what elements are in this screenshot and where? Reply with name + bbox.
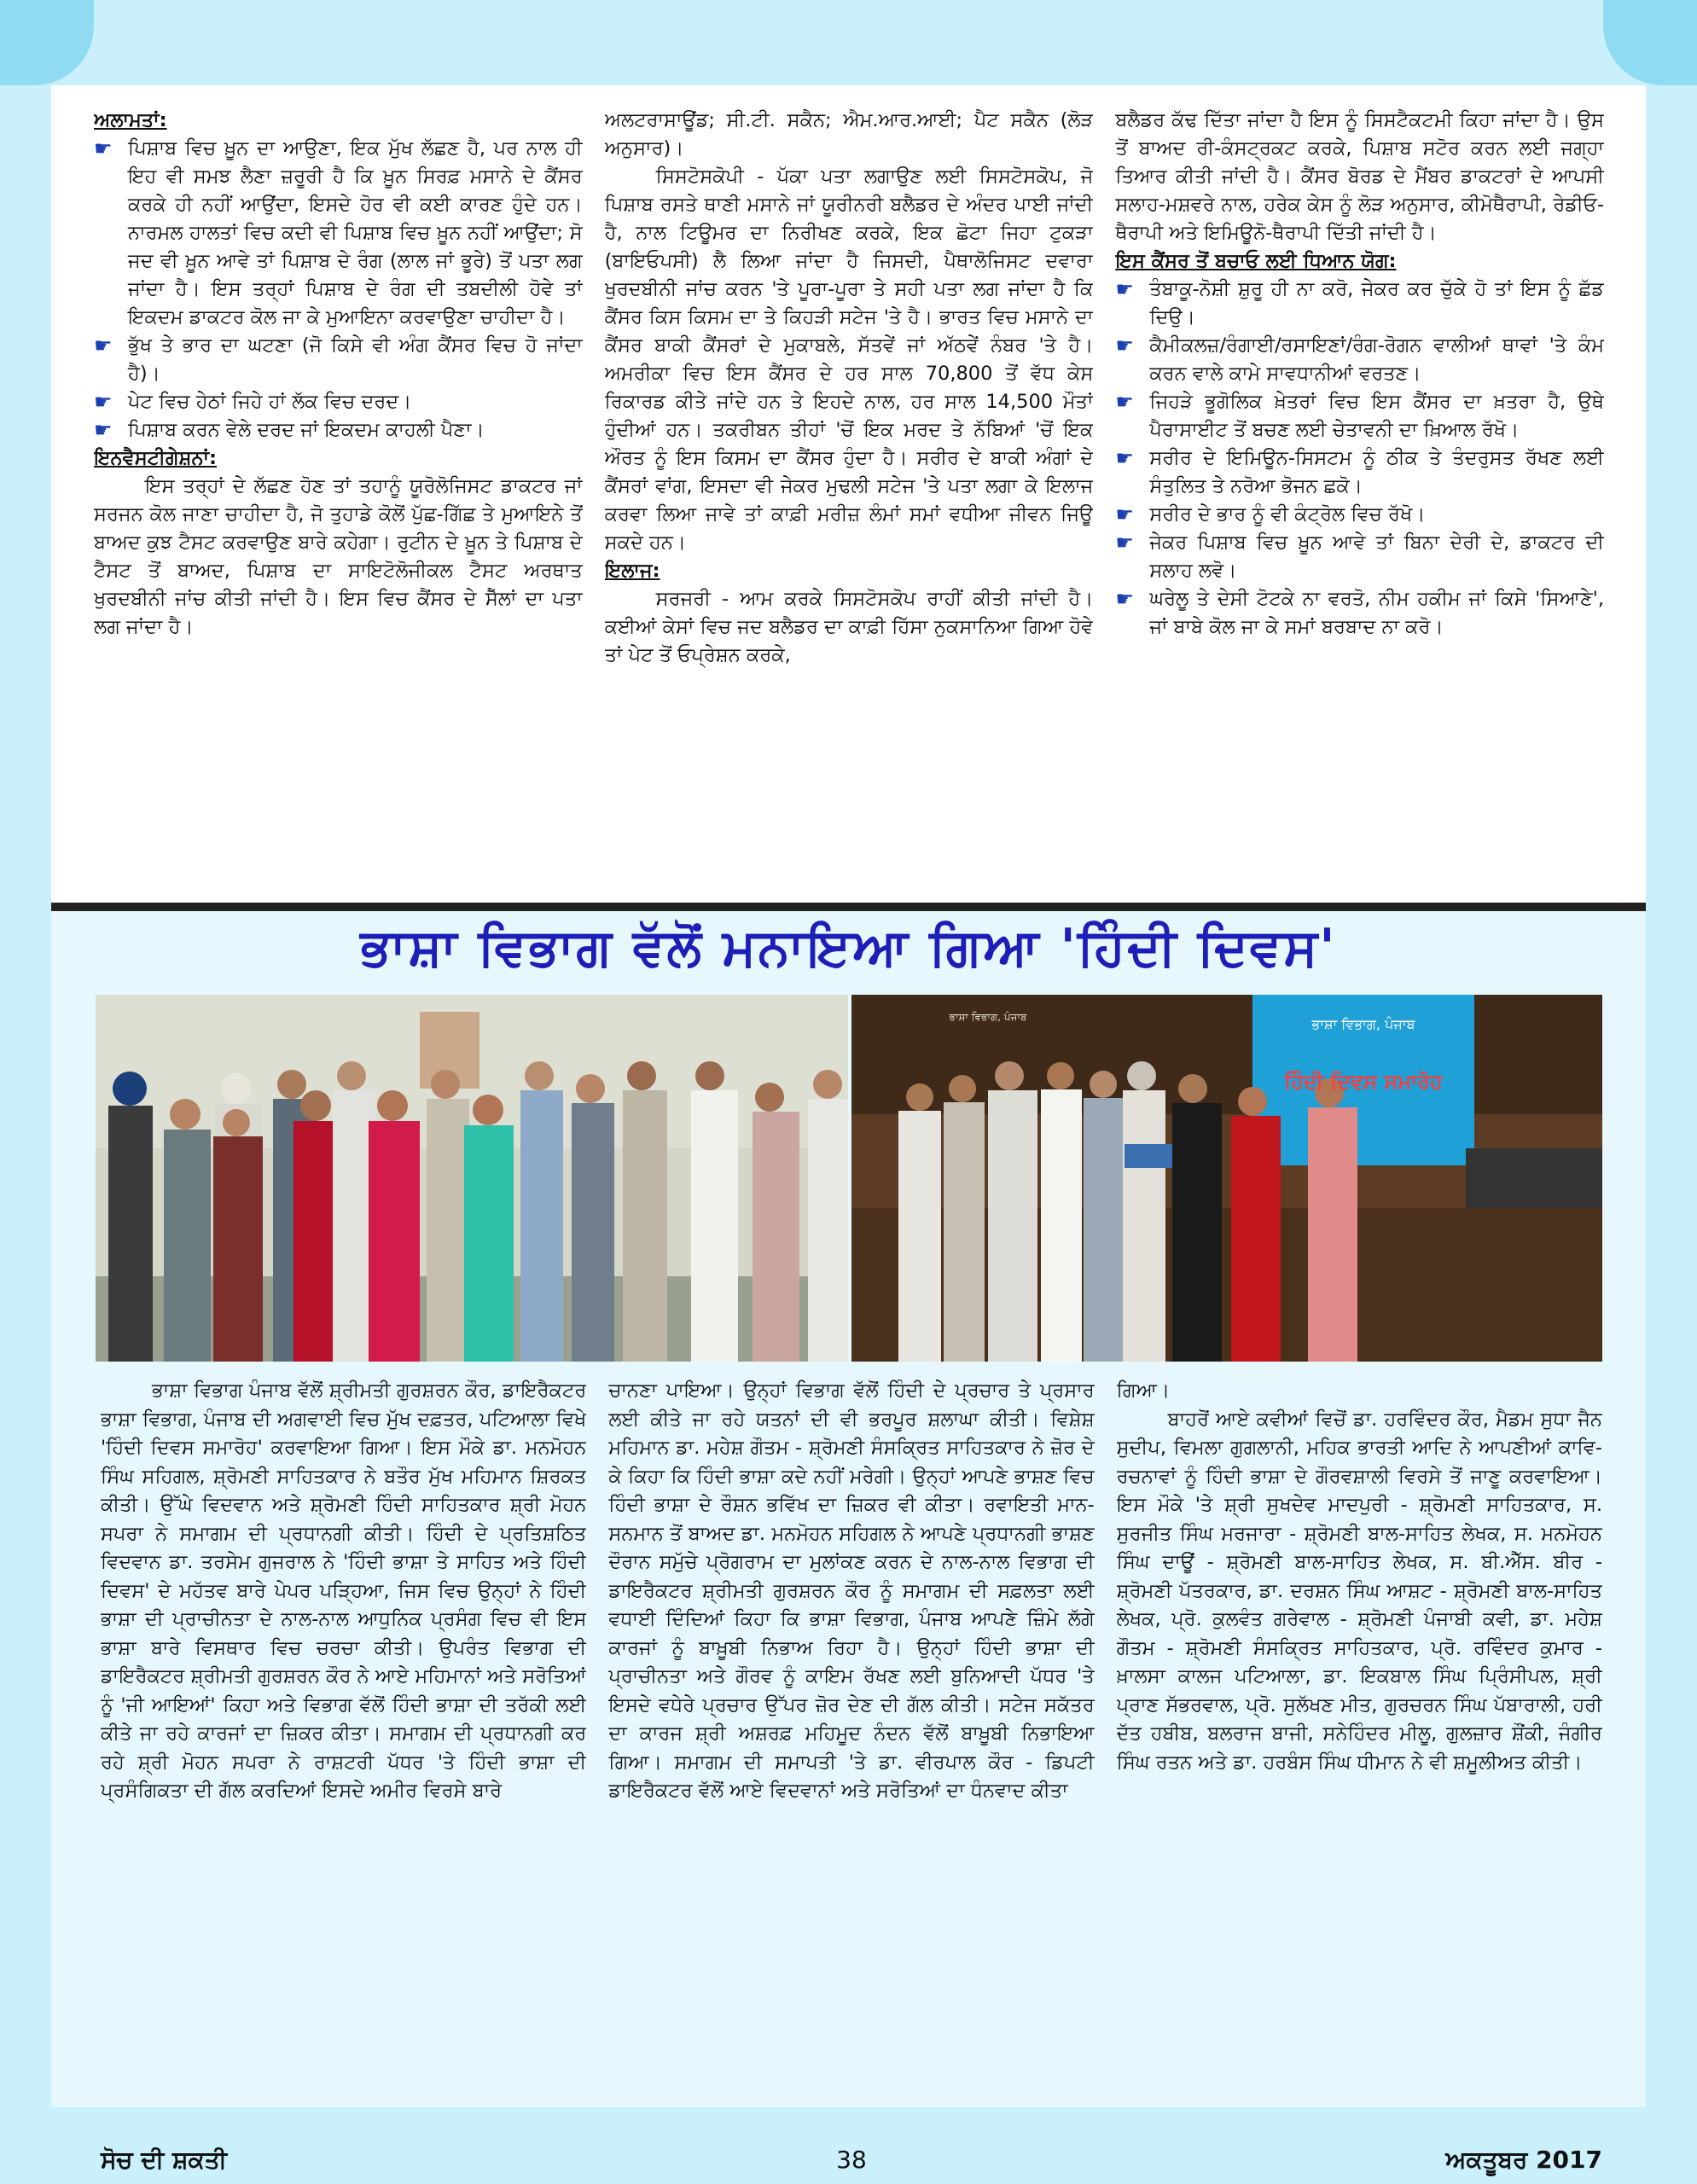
pointing-hand-icon: ☛ [1115, 277, 1134, 301]
pointing-hand-icon: ☛ [1115, 334, 1134, 357]
article-columns [94, 107, 1604, 909]
symptom-item [94, 388, 583, 416]
prevention-item [1115, 444, 1604, 501]
group-photo [96, 995, 848, 1362]
news-headline: ਭਾਸ਼ਾ ਵਿਭਾਗ ਵੱਲੋਂ ਮਨਾਇਆ ਗਿਆ 'ਹਿੰਦੀ ਦਿਵਸ' [360, 918, 1337, 978]
prevention-item [1115, 529, 1604, 585]
pointing-hand-icon: ☛ [1115, 587, 1134, 611]
investigations-heading: ਇਨਵੈਸਟੀਗੇਸ਼ਨਾਂ: [94, 447, 217, 469]
prevention-text: ਜੇਕਰ ਪਿਸ਼ਾਬ ਵਿਚ ਖ਼ੂਨ ਆਵੇ ਤਾਂ ਬਿਨਾ ਦੇਰੀ ਦੇ, ਡਾਕਟਰ ਦੀ ਸਲਾਹ ਲਵੋ। [1149, 531, 1604, 582]
article-column-1 [94, 107, 583, 909]
article-paragraph: ਅਲਟਰਾਸਾਊਂਡ; ਸੀ.ਟੀ. ਸਕੈਨ; ਐਮ.ਆਰ.ਆਈ; ਪੈਟ ਸਕੈਨ (ਲੋੜ ਅਨੁਸਾਰ)। [604, 109, 1094, 160]
pointing-hand-icon: ☛ [94, 390, 113, 414]
symptom-item [94, 416, 583, 444]
article-column-2 [605, 107, 1094, 909]
news-paragraph: ਬਾਹਰੋਂ ਆਏ ਕਵੀਆਂ ਵਿਚੋਂ ਡਾ. ਹਰਵਿੰਦਰ ਕੌਰ, ਮੈਡਮ ਸੁਧਾ ਜੈਨ ਸੁਦੀਪ, ਵਿਮਲਾ ਗੁਗਲਾਨੀ, ਮਹਿਕ ਭਾਰਤੀ ਆਦਿ ਨੇ ਆਪਣੀਆਂ ਕਾਵਿ-ਰਚਨਾਵਾਂ ਨੂੰ ਹਿੰਦੀ ਭਾਸ਼ਾ ਦੇ ਗੌਰਵਸ਼ਾਲੀ ਵਿਰਸੇ ਤੋਂ ਜਾਣੂ ਕਰਵਾਇਆ। ਇਸ ਮੌਕੇ 'ਤੇ ਸ਼੍ਰੀ ਸੁਖਦੇਵ ਮਾਦਪੁਰੀ - ਸ਼੍ਰੋਮਣੀ ਸਾਹਿਤਕਾਰ, ਸ. ਸੁਰਜੀਤ ਸਿੰਘ ਮਰਜਾਰਾ - ਸ਼੍ਰੋਮਣੀ ਬਾਲ-ਸਾਹਿਤ ਲੇਖਕ, ਸ. ਮਨਮੋਹਨ ਸਿੰਘ ਦਾਊਂ - ਸ਼੍ਰੋਮਣੀ ਬਾਲ-ਸਾਹਿਤ ਲੇਖਕ, ਸ. ਬੀ.ਐੱਸ. ਬੀਰ - ਸ਼੍ਰੋਮਣੀ ਪੱਤਰਕਾਰ, ਡਾ. ਦਰਸ਼ਨ ਸਿੰਘ ਆਸ਼ਟ - ਸ਼੍ਰੋਮਣੀ ਬਾਲ-ਸਾਹਿਤ ਲੇਖਕ, ਪ੍ਰੋ. ਕੁਲਵੰਤ ਗਰੇਵਾਲ - ਸ਼੍ਰੋਮਣੀ ਪੰਜਾਬੀ ਕਵੀ, ਡਾ. ਮਹੇਸ਼ ਗੌਤਮ - ਸ਼੍ਰੋਮਣੀ ਸੰਸਕ੍ਰਿਤ ਸਾਹਿਤਕਾਰ, ਪ੍ਰੋ. ਰਵਿੰਦਰ ਕੁਮਾਰ - ਖ਼ਾਲਸਾ ਕਾਲਜ ਪਟਿਆਲਾ, ਡਾ. ਇਕਬਾਲ ਸਿੰਘ ਪ੍ਰਿੰਸੀਪਲ, ਸ਼੍ਰੀ ਪ੍ਰਾਣ ਸੱਭਰਵਾਲ, ਪ੍ਰੋ. ਸੁਲੱਖਣ ਮੀਤ, ਗੁਰਚਰਨ ਸਿੰਘ ਪੱਬਾਰਾਲੀ, ਹਰੀ ਦੱਤ ਹਬੀਬ, ਬਲਰਾਜ ਬਾਜੀ, ਸਨੇਹਿੰਦਰ ਮੀਲੂ, ਗੁਲਜ਼ਾਰ ਸ਼ੌਂਕੀ, ਜੰਗੀਰ ਸਿੰਘ ਰਤਨ ਅਤੇ ਡਾ. ਹਰਬੰਸ ਸਿੰਘ ਧੀਮਾਨ ਨੇ ਵੀ ਸ਼ਮੂਲੀਅਤ ਕੀਤੀ। [1116, 1408, 1602, 1774]
section-divider [51, 903, 1646, 911]
prevention-item [1115, 388, 1604, 444]
pointing-hand-icon: ☛ [1115, 502, 1134, 526]
article-paragraph: ਬਲੈਡਰ ਕੱਢ ਦਿੱਤਾ ਜਾਂਦਾ ਹੈ ਇਸ ਨੂੰ ਸਿਸਟੈਕਟਮੀ ਕਿਹਾ ਜਾਂਦਾ ਹੈ। ਉਸ ਤੋਂ ਬਾਅਦ ਰੀ-ਕੰਸਟ੍ਰਕਟ ਕਰਕੇ, ਪਿਸ਼ਾਬ ਸਟੋਰ ਕਰਨ ਲਈ ਜਗ੍ਹਾ ਤਿਆਰ ਕੀਤੀ ਜਾਂਦੀ ਹੈ। ਕੈਂਸਰ ਬੋਰਡ ਦੇ ਮੈਂਬਰ ਡਾਕਟਰਾਂ ਦੇ ਆਪਸੀ ਸਲਾਹ-ਮਸ਼ਵਰੇ ਨਾਲ, ਹਰੇਕ ਕੇਸ ਨੂੰ ਲੋੜ ਅਨੁਸਾਰ, ਕੀਮੋਥੈਰਾਪੀ, ਰੇਡੀਓ-ਥੈਰਾਪੀ ਅਤੇ ਇਮਿਊਨੋ-ਥੈਰਾਪੀ ਦਿੱਤੀ ਜਾਂਦੀ ਹੈ। [1115, 109, 1604, 244]
prevention-list [1115, 276, 1604, 642]
symptom-text: ਪੇਟ ਵਿਚ ਹੇਠਾਂ ਜਿਹੇ ਹਾਂ ਲੱਕ ਵਿਚ ਦਰਦ। [128, 391, 412, 413]
pointing-hand-icon: ☛ [1115, 531, 1134, 555]
prevention-text: ਤੰਬਾਕੂ-ਨੋਸ਼ੀ ਸ਼ੁਰੂ ਹੀ ਨਾ ਕਰੋ, ਜੇਕਰ ਕਰ ਚੁੱਕੇ ਹੋ ਤਾਂ ਇਸ ਨੂੰ ਛੱਡ ਦਿਉ। [1149, 278, 1604, 328]
page-footer [101, 2146, 1602, 2180]
symptom-item [94, 332, 583, 388]
page-frame-top [0, 0, 1697, 85]
prevention-item [1115, 585, 1604, 642]
prevention-item [1115, 276, 1604, 332]
pointing-hand-icon: ☛ [94, 334, 113, 357]
symptom-text: ਪਿਸ਼ਾਬ ਵਿਚ ਖ਼ੂਨ ਦਾ ਆਉਣਾ, ਇਕ ਮੁੱਖ ਲੱਛਣ ਹੈ, ਪਰ ਨਾਲ ਹੀ ਇਹ ਵੀ ਸਮਝ ਲੈਣਾ ਜ਼ਰੂਰੀ ਹੈ ਕਿ ਖ਼ੂਨ ਸਿਰਫ਼ ਮਸਾਨੇ ਦੇ ਕੈਂਸਰ ਕਰਕੇ ਹੀ ਨਹੀਂ ਆਉਂਦਾ, ਇਸਦੇ ਹੋਰ ਵੀ ਕਈ ਕਾਰਣ ਹੁੰਦੇ ਹਨ। ਨਾਰਮਲ ਹਾਲਤਾਂ ਵਿਚ ਕਦੀ ਵੀ ਪਿਸ਼ਾਬ ਵਿਚ ਖ਼ੂਨ ਨਹੀਂ ਆਉਂਦਾ; ਸੋ ਜਦ ਵੀ ਖ਼ੂਨ ਆਵੇ ਤਾਂ ਪਿਸ਼ਾਬ ਦੇ ਰੰਗ (ਲਾਲ ਜਾਂ ਭੂਰੇ) ਤੋਂ ਪਤਾ ਲਗ ਜਾਂਦਾ ਹੈ। ਇਸ ਤਰ੍ਹਾਂ ਪਿਸ਼ਾਬ ਦੇ ਰੰਗ ਦੀ ਤਬਦੀਲੀ ਹੋਵੇ ਤਾਂ ਇਕਦਮ ਡਾਕਟਰ ਕੋਲ ਜਾ ਕੇ ਮੁਆਇਨਾ ਕਰਵਾਉਣਾ ਚਾਹੀਦਾ ਹੈ। [128, 137, 583, 328]
article-paragraph: ਸਿਸਟੋਸਕੋਪੀ - ਪੱਕਾ ਪਤਾ ਲਗਾਉਣ ਲਈ ਸਿਸਟੋਸਕੋਪ, ਜੋ ਪਿਸ਼ਾਬ ਰਸਤੇ ਥਾਣੀ ਮਸਾਨੇ ਜਾਂ ਯੂਰੀਨਰੀ ਬਲੈਡਰ ਦੇ ਅੰਦਰ ਪਾਈ ਜਾਂਦੀ ਹੈ, ਨਾਲ ਟਿਊਮਰ ਦਾ ਨਿਰੀਖਣ ਕਰਕੇ, ਇਕ ਛੋਟਾ ਜਿਹਾ ਟੁਕੜਾ (ਬਾਇਓਪਸੀ) ਲੈ ਲਿਆ ਜਾਂਦਾ ਹੈ ਜਿਸਦੀ, ਪੈਥਾਲੋਜਿਸਟ ਦਵਾਰਾ ਖੁਰਦਬੀਨੀ ਜਾਂਚ ਕਰਨ 'ਤੇ ਪੂਰਾ-ਪੂਰਾ ਤੇ ਸਹੀ ਪਤਾ ਲਗ ਜਾਂਦਾ ਹੈ ਕਿ ਕੈਂਸਰ ਕਿਸ ਕਿਸਮ ਦਾ ਤੇ ਕਿਹੜੀ ਸਟੇਜ 'ਤੇ ਹੈ। ਭਾਰਤ ਵਿਚ ਮਸਾਨੇ ਦਾ ਕੈਂਸਰ ਬਾਕੀ ਕੈਂਸਰਾਂ ਦੇ ਮੁਕਾਬਲੇ, ਸੱਤਵੇਂ ਜਾਂ ਅੱਠਵੇਂ ਨੰਬਰ 'ਤੇ ਹੈ। ਅਮਰੀਕਾ ਵਿਚ ਇਸ ਕੈਂਸਰ ਦੇ ਹਰ ਸਾਲ 70,800 ਤੋਂ ਵੱਧ ਕੇਸ ਰਿਕਾਰਡ ਕੀਤੇ ਜਾਂਦੇ ਹਨ ਤੇ ਇਹਦੇ ਨਾਲ, ਹਰ ਸਾਲ 14,500 ਮੌਤਾਂ ਹੁੰਦੀਆਂ ਹਨ। ਤਕਰੀਬਨ ਤੀਹਾਂ 'ਚੋਂ ਇਕ ਮਰਦ ਤੇ ਨੱਬਿਆਂ 'ਚੋਂ ਇਕ ਔਰਤ ਨੂੰ ਇਸ ਕਿਸਮ ਦਾ ਕੈਂਸਰ ਹੁੰਦਾ ਹੈ। ਸਰੀਰ ਦੇ ਬਾਕੀ ਅੰਗਾਂ ਦੇ ਕੈਂਸਰਾਂ ਵਾਂਗ, ਇਸਦਾ ਵੀ ਜੇਕਰ ਮੁਢਲੀ ਸਟੇਜ 'ਤੇ ਪਤਾ ਲਗਾ ਕੇ ਇਲਾਜ ਕਰਵਾ ਲਿਆ ਜਾਵੇ ਤਾਂ ਕਾਫ਼ੀ ਮਰੀਜ਼ ਲੰਮਾਂ ਸਮਾਂ ਵਧੀਆ ਜੀਵਨ ਜਿਊ ਸਕਦੇ ਹਨ। [604, 166, 1094, 554]
prevention-item [1115, 332, 1604, 388]
news-column-1 [101, 1377, 586, 2051]
article-paragraph: ਸਰਜਰੀ - ਆਮ ਕਰਕੇ ਸਿਸਟੋਸਕੋਪ ਰਾਹੀਂ ਕੀਤੀ ਜਾਂਦੀ ਹੈ। ਕਈਆਂ ਕੇਸਾਂ ਵਿਚ ਜਦ ਬਲੈਡਰ ਦਾ ਕਾਫ਼ੀ ਹਿੱਸਾ ਨੁਕਸਾਨਿਆ ਗਿਆ ਹੋਵੇ ਤਾਂ ਪੇਟ ਤੋਂ ਓਪ੍ਰੇਸ਼ਨ ਕਰਕੇ, [604, 588, 1094, 666]
news-paragraph: ਗਿਆ। [1116, 1380, 1171, 1402]
prevention-heading: ਇਸ ਕੈਂਸਰ ਤੋਂ ਬਚਾਓ ਲਈ ਧਿਆਨ ਯੋਗ: [1115, 250, 1397, 272]
prevention-text: ਸਰੀਰ ਦੇ ਭਾਰ ਨੂੰ ਵੀ ਕੰਟ੍ਰੋਲ ਵਿਚ ਰੱਖੋ। [1149, 503, 1426, 526]
prevention-item [1115, 501, 1604, 529]
news-column-3 [1117, 1377, 1602, 2051]
symptom-item [94, 135, 583, 332]
news-paragraph: ਚਾਨਣਾ ਪਾਇਆ। ਉਨ੍ਹਾਂ ਵਿਭਾਗ ਵੱਲੋਂ ਹਿੰਦੀ ਦੇ ਪ੍ਰਚਾਰ ਤੇ ਪ੍ਰਸਾਰ ਲਈ ਕੀਤੇ ਜਾ ਰਹੇ ਯਤਨਾਂ ਦੀ ਵੀ ਭਰਪੂਰ ਸ਼ਲਾਘਾ ਕੀਤੀ। ਵਿਸ਼ੇਸ਼ ਮਹਿਮਾਨ ਡਾ. ਮਹੇਸ਼ ਗੌਤਮ - ਸ਼੍ਰੋਮਣੀ ਸੰਸਕ੍ਰਿਤ ਸਾਹਿਤਕਾਰ ਨੇ ਜ਼ੋਰ ਦੇ ਕੇ ਕਿਹਾ ਕਿ ਹਿੰਦੀ ਭਾਸ਼ਾ ਕਦੇ ਨਹੀਂ ਮਰੇਗੀ। ਉਨ੍ਹਾਂ ਆਪਣੇ ਭਾਸ਼ਣ ਵਿਚ ਹਿੰਦੀ ਭਾਸ਼ਾ ਦੇ ਰੌਸ਼ਨ ਭਵਿੱਖ ਦਾ ਜ਼ਿਕਰ ਵੀ ਕੀਤਾ। ਰਵਾਇਤੀ ਮਾਨ-ਸਨਮਾਨ ਤੋਂ ਬਾਅਦ ਡਾ. ਮਨਮੋਹਨ ਸਹਿਗਲ ਨੇ ਆਪਣੇ ਪ੍ਰਧਾਨਗੀ ਭਾਸ਼ਣ ਦੌਰਾਨ ਸਮੁੱਚੇ ਪ੍ਰੋਗਰਾਮ ਦਾ ਮੁਲਾਂਕਣ ਕਰਨ ਦੇ ਨਾਲ-ਨਾਲ ਵਿਭਾਗ ਦੀ ਡਾਇਰੈਕਟਰ ਸ਼੍ਰੀਮਤੀ ਗੁਰਸ਼ਰਨ ਕੌਰ ਨੂੰ ਸਮਾਗਮ ਦੀ ਸਫ਼ਲਤਾ ਲਈ ਵਧਾਈ ਦਿੰਦਿਆਂ ਕਿਹਾ ਕਿ ਭਾਸ਼ਾ ਵਿਭਾਗ, ਪੰਜਾਬ ਆਪਣੇ ਜ਼ਿੰਮੇ ਲੱਗੇ ਕਾਰਜਾਂ ਨੂੰ ਬਾਖ਼ੂਬੀ ਨਿਭਾਅ ਰਿਹਾ ਹੈ। ਉਨ੍ਹਾਂ ਹਿੰਦੀ ਭਾਸ਼ਾ ਦੀ ਪ੍ਰਾਚੀਨਤਾ ਅਤੇ ਗੌਰਵ ਨੂੰ ਕਾਇਮ ਰੱਖਣ ਲਈ ਬੁਨਿਆਦੀ ਪੱਧਰ 'ਤੇ ਇਸਦੇ ਵਧੇਰੇ ਪ੍ਰਚਾਰ ਉੱਪਰ ਜ਼ੋਰ ਦੇਣ ਦੀ ਗੱਲ ਕੀਤੀ। ਸਟੇਜ ਸਕੱਤਰ ਦਾ ਕਾਰਜ ਸ਼੍ਰੀ ਅਸ਼ਰਫ਼ ਮਹਿਮੂਦ ਨੰਦਨ ਵੱਲੋਂ ਬਾਖ਼ੂਬੀ ਨਿਭਾਇਆ ਗਿਆ। ਸਮਾਗਮ ਦੀ ਸਮਾਪਤੀ 'ਤੇ ਡਾ. ਵੀਰਪਾਲ ਕੌਰ - ਡਿਪਟੀ ਡਾਇਰੈਕਟਰ ਵੱਲੋਂ ਆਏ ਵਿਦਵਾਨਾਂ ਅਤੇ ਸਰੋਤਿਆਂ ਦਾ ਧੰਨਵਾਦ ਕੀਤਾ [608, 1380, 1095, 1802]
pointing-hand-icon: ☛ [1115, 390, 1134, 414]
magazine-name: ਸੋਚ ਦੀ ਸ਼ਕਤੀ [101, 2146, 228, 2174]
news-paragraph: ਭਾਸ਼ਾ ਵਿਭਾਗ ਪੰਜਾਬ ਵੱਲੋਂ ਸ਼੍ਰੀਮਤੀ ਗੁਰਸ਼ਰਨ ਕੌਰ, ਡਾਇਰੈਕਟਰ ਭਾਸ਼ਾ ਵਿਭਾਗ, ਪੰਜਾਬ ਦੀ ਅਗਵਾਈ ਵਿਚ ਮੁੱਖ ਦਫ਼ਤਰ, ਪਟਿਆਲਾ ਵਿਖੇ 'ਹਿੰਦੀ ਦਿਵਸ ਸਮਾਰੋਹ' ਕਰਵਾਇਆ ਗਿਆ। ਇਸ ਮੌਕੇ ਡਾ. ਮਨਮੋਹਨ ਸਿੰਘ ਸਹਿਗਲ, ਸ਼੍ਰੋਮਣੀ ਸਾਹਿਤਕਾਰ ਨੇ ਬਤੌਰ ਮੁੱਖ ਮਹਿਮਾਨ ਸ਼ਿਰਕਤ ਕੀਤੀ। ਉੱਘੇ ਵਿਦਵਾਨ ਅਤੇ ਸ਼੍ਰੋਮਣੀ ਹਿੰਦੀ ਸਾਹਿਤਕਾਰ ਸ਼੍ਰੀ ਮੋਹਨ ਸਪਰਾ ਨੇ ਸਮਾਗਮ ਦੀ ਪ੍ਰਧਾਨਗੀ ਕੀਤੀ। ਹਿੰਦੀ ਦੇ ਪ੍ਰਤਿਸ਼ਠਿਤ ਵਿਦਵਾਨ ਡਾ. ਤਰਸੇਮ ਗੁਜਰਾਲ ਨੇ 'ਹਿੰਦੀ ਭਾਸ਼ਾ ਤੇ ਸਾਹਿਤ ਅਤੇ ਹਿੰਦੀ ਦਿਵਸ' ਦੇ ਮਹੱਤਵ ਬਾਰੇ ਪੇਪਰ ਪੜ੍ਹਿਆ, ਜਿਸ ਵਿਚ ਉਨ੍ਹਾਂ ਨੇ ਹਿੰਦੀ ਭਾਸ਼ਾ ਦੀ ਪ੍ਰਾਚੀਨਤਾ ਦੇ ਨਾਲ-ਨਾਲ ਆਧੁਨਿਕ ਪ੍ਰਸੰਗ ਵਿਚ ਵੀ ਇਸ ਭਾਸ਼ਾ ਬਾਰੇ ਵਿਸਥਾਰ ਵਿਚ ਚਰਚਾ ਕੀਤੀ। ਉਪਰੰਤ ਵਿਭਾਗ ਦੀ ਡਾਇਰੈਕਟਰ ਸ਼੍ਰੀਮਤੀ ਗੁਰਸ਼ਰਨ ਕੌਰ ਨੇ ਆਏ ਮਹਿਮਾਨਾਂ ਅਤੇ ਸਰੋਤਿਆਂ ਨੂੰ 'ਜੀ ਆਇਆਂ' ਕਿਹਾ ਅਤੇ ਵਿਭਾਗ ਵੱਲੋਂ ਹਿੰਦੀ ਭਾਸ਼ਾ ਦੀ ਤਰੱਕੀ ਲਈ ਕੀਤੇ ਜਾ ਰਹੇ ਕਾਰਜਾਂ ਦਾ ਜ਼ਿਕਰ ਕੀਤਾ। ਸਮਾਗਮ ਦੀ ਪ੍ਰਧਾਨਗੀ ਕਰ ਰਹੇ ਸ਼੍ਰੀ ਮੋਹਨ ਸਪਰਾ ਨੇ ਰਾਸ਼ਟਰੀ ਪੱਧਰ 'ਤੇ ਹਿੰਦੀ ਭਾਸ਼ਾ ਦੀ ਪ੍ਰਸੰਗਿਕਤਾ ਦੀ ਗੱਲ ਕਰਦਿਆਂ ਇਸਦੇ ਅਮੀਰ ਵਿਰਸੇ ਬਾਰੇ [101, 1380, 587, 1802]
stage-photo-illustration [851, 995, 1602, 1362]
symptom-text: ਪਿਸ਼ਾਬ ਕਰਨ ਵੇਲੇ ਦਰਦ ਜਾਂ ਇਕਦਮ ਕਾਹਲੀ ਪੈਣਾ। [128, 419, 485, 441]
pointing-hand-icon: ☛ [94, 136, 113, 160]
page-number: 38 [836, 2146, 867, 2174]
news-column-2 [608, 1377, 1094, 2051]
news-columns [101, 1377, 1602, 2051]
treatment-heading: ਇਲਾਜ: [604, 560, 660, 582]
symptom-text: ਭੁੱਖ ਤੇ ਭਾਰ ਦਾ ਘਟਣਾ (ਜੋ ਕਿਸੇ ਵੀ ਅੰਗ ਕੈਂਸਰ ਵਿਚ ਹੋ ਜਾਂਦਾ ਹੈ)। [128, 334, 583, 385]
symptoms-list [94, 135, 583, 444]
banner-event-text: ਹਿੰਦੀ ਦਿਵਸ ਸਮਾਰੋਹ [1284, 1070, 1443, 1094]
prevention-text: ਕੈਮੀਕਲਜ਼/ਰੰਗਾਈ/ਰਸਾਇਣਾਂ/ਰੰਗ-ਰੋਗਨ ਵਾਲੀਆਂ ਥਾਵਾਂ 'ਤੇ ਕੰਮ ਕਰਨ ਵਾਲੇ ਕਾਮੇ ਸਾਵਧਾਨੀਆਂ ਵਰਤਣ। [1149, 334, 1604, 385]
investigations-paragraph: ਇਸ ਤਰ੍ਹਾਂ ਦੇ ਲੱਛਣ ਹੋਣ ਤਾਂ ਤਹਾਨੂੰ ਯੂਰੋਲੋਜਿਸਟ ਡਾਕਟਰ ਜਾਂ ਸਰਜਨ ਕੋਲ ਜਾਣਾ ਚਾਹੀਦਾ ਹੈ, ਜੋ ਤੁਹਾਡੇ ਕੋਲੋਂ ਪੁੱਛ-ਗਿੱਛ ਤੇ ਮੁਆਇਨੇ ਤੋਂ ਬਾਅਦ ਕੁਝ ਟੈਸਟ ਕਰਵਾਉਣ ਬਾਰੇ ਕਹੇਗਾ। ਰੁਟੀਨ ਦੇ ਖ਼ੂਨ ਤੇ ਪਿਸ਼ਾਬ ਦੇ ਟੈਸਟ ਤੋਂ ਬਾਅਦ, ਪਿਸ਼ਾਬ ਦਾ ਸਾਇਟੋਲੋਜੀਕਲ ਟੈਸਟ ਅਰਥਾਤ ਖੁਰਦਬੀਨੀ ਜਾਂਚ ਕੀਤੀ ਜਾਂਦੀ ਹੈ। ਇਸ ਵਿਚ ਕੈਂਸਰ ਦੇ ਸੈੱਲਾਂ ਦਾ ਪਤਾ ਲਗ ਜਾਂਦਾ ਹੈ। [94, 475, 583, 638]
pointing-hand-icon: ☛ [1115, 446, 1134, 470]
news-section [51, 911, 1646, 2107]
issue-date: ਅਕਤੂਬਰ 2017 [1445, 2146, 1602, 2174]
page-body [51, 85, 1646, 2107]
stage-photo [851, 995, 1602, 1362]
page-frame-right [1646, 0, 1697, 2184]
group-photo-illustration [96, 995, 848, 1362]
prevention-text: ਘਰੇਲੂ ਤੇ ਦੇਸੀ ਟੋਟਕੇ ਨਾ ਵਰਤੋ, ਨੀਮ ਹਕੀਮ ਜਾਂ ਕਿਸੇ 'ਸਿਆਣੇ', ਜਾਂ ਬਾਬੇ ਕੋਲ ਜਾ ਕੇ ਸਮਾਂ ਬਰਬਾਦ ਨਾ ਕਰੋ। [1149, 588, 1604, 638]
symptoms-heading: ਅਲਾਮਤਾਂ: [94, 109, 167, 131]
prevention-text: ਜਿਹੜੇ ਭੂਗੋਲਿਕ ਖ਼ੇਤਰਾਂ ਵਿਚ ਇਸ ਕੈਂਸਰ ਦਾ ਖ਼ਤਰਾ ਹੈ, ਉਥੇ ਪੈਰਾਸਾਈਟ ਤੋਂ ਬਚਣ ਲਈ ਚੇਤਾਵਨੀ ਦਾ ਖ਼ਿਆਲ ਰੱਖੋ। [1149, 391, 1604, 441]
prevention-text: ਸਰੀਰ ਦੇ ਇਮਿਊਨ-ਸਿਸਟਮ ਨੂੰ ਠੀਕ ਤੇ ਤੰਦਰੁਸਤ ਰੱਖਣ ਲਈ ਸੰਤੁਲਿਤ ਤੇ ਨਰੋਆ ਭੋਜਨ ਛਕੋ। [1149, 447, 1604, 497]
page-frame-left [0, 0, 51, 2184]
wall-sign-text: ਭਾਸ਼ਾ ਵਿਭਾਗ, ਪੰਜਾਬ [949, 1011, 1027, 1023]
article-column-3 [1115, 107, 1604, 909]
pointing-hand-icon: ☛ [94, 418, 113, 442]
banner-organization-text: ਭਾਸ਼ਾ ਵਿਭਾਗ, ਪੰਜਾਬ [1311, 1016, 1415, 1032]
